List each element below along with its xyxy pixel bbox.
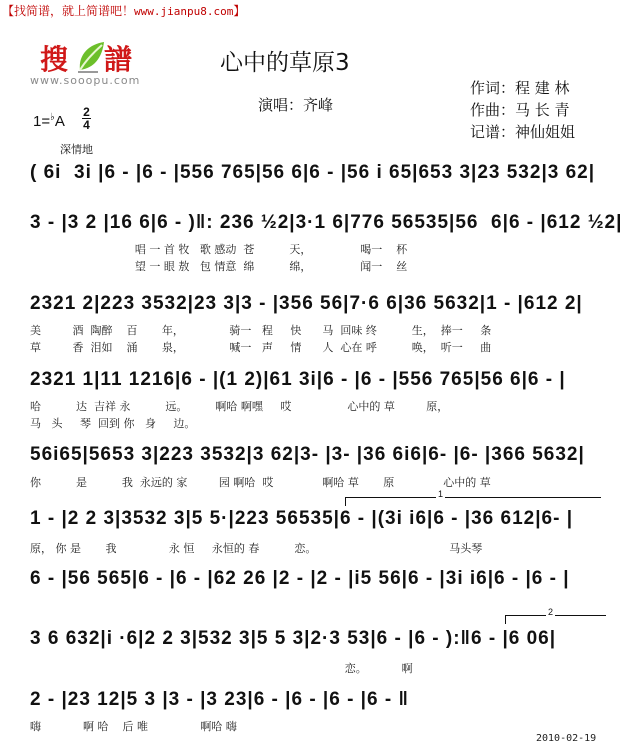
- score-row-5: 56i65|5653 3|223 3532|3 62|3- |3- |36 6i6|6- |6- |366 5632|: [30, 444, 585, 465]
- logo-site-url: www.sooopu.com: [30, 74, 141, 87]
- score-row-2: 3 - |3 2 |16 6|6 - )‖: 236 ½2|3·1 6|776 56535|56 6|6 - |612 ½2|: [30, 212, 623, 233]
- volta-label-1: 1: [438, 489, 444, 499]
- score-row-9: 2 - |23 12|5 3 |3 - |3 23|6 - |6 - |6 - |6 - ‖: [30, 689, 409, 710]
- credits-block: [470, 77, 575, 143]
- sooopu-logo[interactable]: [30, 38, 145, 90]
- score-row-4: 2321 1|11 1216|6 - |(1 2)|61 3i|6 - |6 - |556 765|56 6|6 - |: [30, 369, 566, 390]
- score-row-8: 3 6 632|i ·6|2 2 3|532 3|5 5 3|2·3 53|6 - |6 - ):‖6 - |6 06|: [30, 628, 557, 649]
- song-title: 心中的草原3: [220, 50, 350, 76]
- date-stamp: 2010-02-19: [536, 733, 597, 744]
- lyric-row-9: 嗨 啊 哈 后 唯 啊哈 嗨: [30, 720, 237, 733]
- composer-credit: 作曲：马 长 青: [470, 101, 570, 119]
- lyricist-credit: 作词：程 建 林: [470, 79, 570, 97]
- key-note: A: [54, 113, 65, 130]
- lyric-row-3-verse-2: 草 香 泪如 涌 泉， 喊一 声 情 人 心在 呼 唤， 听一 曲: [30, 341, 492, 354]
- lyric-row-6: 原， 你 是 我 永 恒 永恒的 春 恋。 马头琴: [30, 542, 483, 555]
- volta-bracket-2: [505, 607, 606, 624]
- lyric-row-4-verse-2: 马 头 琴 回到 你 身 边。: [30, 417, 196, 430]
- lyric-row-4-verse-1: 哈 达 吉祥 永 远。 啊哈 啊嘿 哎 心中的 草 原，: [30, 400, 449, 413]
- time-signature: [82, 106, 91, 131]
- time-bottom: 4: [83, 118, 90, 132]
- transcriber-credit: 记谱：神仙姐姐: [470, 123, 576, 141]
- tempo-marking: 深情地: [60, 143, 93, 156]
- flat-icon: ♭: [50, 112, 55, 123]
- lyric-row-3-verse-1: 美 酒 陶醉 百 年， 骑一 程 快 马 回味 终 生， 捧一 条: [30, 324, 492, 337]
- banner-prefix: 【找简谱，就上简谱吧！: [2, 4, 135, 18]
- score-row-3: 2321 2|223 3532|23 3|3 - |356 56|7·6 6|36 5632|1 - |612 2|: [30, 293, 583, 314]
- banner-url-link[interactable]: www.jianpu8.com: [134, 5, 234, 18]
- site-banner[interactable]: [2, 2, 245, 19]
- lyric-row-5: 你 是 我 永远的 家 园 啊哈 哎 啊哈 草 原 心中的 草: [30, 476, 491, 489]
- leaf-icon: [76, 40, 106, 74]
- logo-char-sou: 搜: [40, 43, 69, 76]
- logo-char-pu: 譜: [104, 43, 133, 76]
- volta-label-2: 2: [548, 607, 554, 617]
- banner-suffix: 】: [233, 4, 246, 18]
- score-row-7: 6 - |56 565|6 - |6 - |62 26 |2 - |2 - |i5 56|6 - |3i i6|6 - |6 - |: [30, 568, 570, 589]
- score-row-1: ( 6i 3i |6 - |6 - |556 765|56 6|6 - |56 i 65|653 3|23 532|3 62|: [30, 162, 596, 183]
- key-label: 1=: [33, 113, 51, 130]
- singer-credit: 演唱：齐峰: [258, 96, 334, 114]
- score-row-6: 1 - |2 2 3|3532 3|5 5·|223 56535|6 - |(3i i6|6 - |36 612|6- |: [30, 508, 574, 529]
- lyric-row-2-verse-2: 望 一 眼 敖 包 情意 绵 绵， 闻一 丝: [30, 260, 408, 273]
- key-signature: [33, 112, 65, 130]
- volta-bracket-1: [345, 489, 601, 506]
- time-top: 2: [83, 105, 90, 119]
- lyric-row-2-verse-1: 唱 一 首 牧 歌 感动 苍 天， 喝一 杯: [30, 243, 408, 256]
- lyric-row-8: 恋。 啊: [30, 662, 413, 675]
